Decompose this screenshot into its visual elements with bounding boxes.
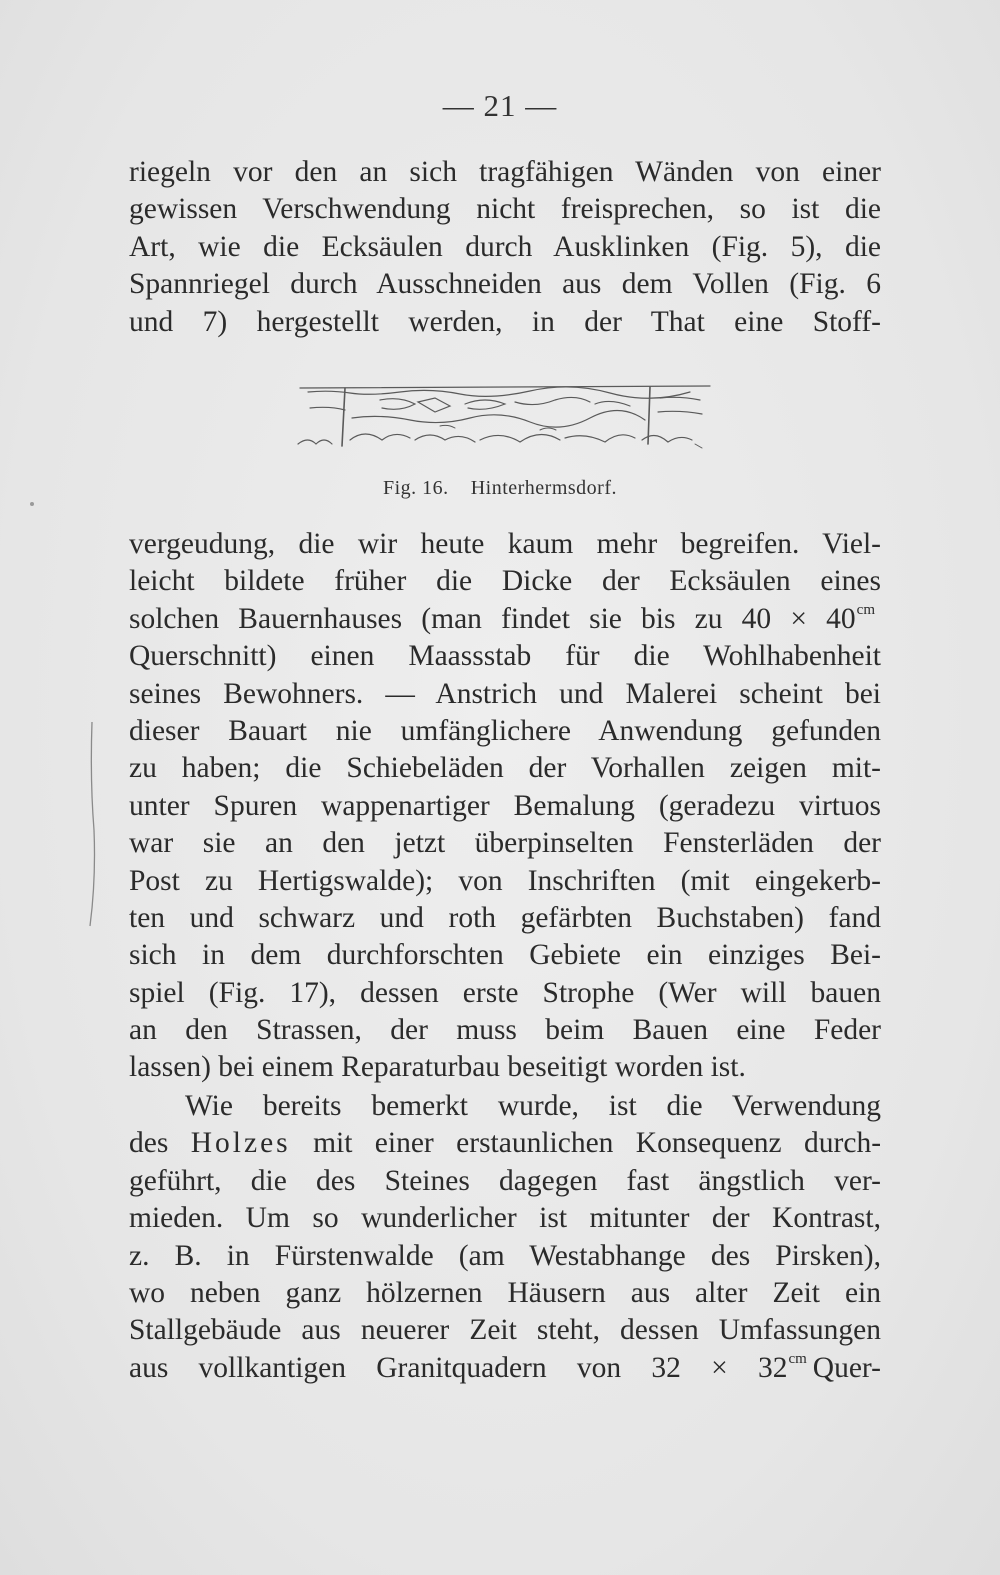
figure-place: Hinterhermsdorf.	[470, 477, 617, 499]
text-line: Stallgebäude aus neuerer Zeit steht, dessen Umfassungen	[129, 1314, 881, 1347]
paragraph-3	[129, 1088, 881, 1387]
unit-superscript: cm	[788, 1350, 807, 1367]
text-line: war sie an den jetzt überpinselten Fensterläden der	[129, 827, 881, 860]
unit-superscript: cm	[856, 601, 875, 618]
emphasized-word: Holzes	[190, 1127, 291, 1160]
text-line: dieser Bauart nie umfänglichere Anwendung gefunden	[129, 714, 881, 747]
text-line: unter Spuren wappenartiger Bemalung (geradezu virtuos	[129, 789, 881, 822]
text-line: sich in dem durchforschten Gebiete ein einziges Bei-	[129, 939, 881, 972]
text-segment: des	[129, 1127, 169, 1160]
paragraph-2	[129, 526, 881, 1087]
text-line: Querschnitt) einen Maassstab für die Wohlhabenheit	[129, 640, 881, 673]
paragraph-1	[129, 154, 881, 341]
text-line: spiel (Fig. 17), dessen erste Strophe (Wer will bauen	[129, 976, 881, 1009]
text-line: und 7) hergestellt werden, in der That eine Stoff-	[129, 305, 881, 338]
text-line: leicht bildete früher die Dicke der Ecksäulen eines	[129, 565, 881, 598]
figure-number: Fig. 16.	[383, 477, 449, 499]
text-line: seines Bewohners. — Anstrich und Malerei scheint bei	[129, 677, 881, 710]
text-line	[129, 1125, 881, 1162]
text-line: vergeudung, die wir heute kaum mehr begreifen. Viel-	[129, 528, 881, 560]
carved-beam-illustration	[290, 378, 720, 456]
text-line: ten und schwarz und roth gefärbten Buchstaben) fand	[129, 901, 881, 934]
text-line	[129, 1350, 881, 1387]
margin-pencil-mark	[84, 720, 98, 930]
text-line: an den Strassen, der muss beim Bauen eine Feder	[129, 1014, 881, 1047]
text-line: riegeln vor den an sich tragfähigen Wänden von einer	[129, 156, 881, 188]
text-line: wo neben ganz hölzernen Häusern aus alter Zeit ein	[129, 1276, 881, 1309]
text-segment: Quer-	[812, 1351, 881, 1384]
text-segment: solchen Bauernhauses (man findet sie bis zu 40 × 40	[129, 602, 856, 635]
text-line	[129, 601, 881, 638]
text-segment: mit einer erstaunlichen Konsequenz durch-	[313, 1127, 882, 1160]
text-line: Art, wie die Ecksäulen durch Ausklinken (Fig. 5), die	[129, 230, 881, 263]
text-line: Post zu Hertigswalde); von Inschriften (mit eingekerb-	[129, 864, 881, 897]
text-line: mieden. Um so wunderlicher ist mitunter der Kontrast,	[129, 1202, 881, 1235]
paper-speck	[30, 502, 34, 506]
text-line: z. B. in Fürstenwalde (am Westabhange des Pirsken),	[129, 1239, 881, 1272]
text-line: lassen) bei einem Reparaturbau beseitigt worden ist.	[129, 1051, 746, 1084]
page-number: — 21 —	[442, 88, 558, 123]
text-segment: aus vollkantigen Granitquadern von 32 × 32	[129, 1351, 788, 1384]
text-line: gewissen Verschwendung nicht freisprechen, so ist die	[129, 193, 881, 226]
text-line: Wie bereits bemerkt wurde, ist die Verwendung	[185, 1090, 881, 1122]
text-line: zu haben; die Schiebeläden der Vorhallen zeigen mit-	[129, 752, 881, 785]
text-line: geführt, die des Steines dagegen fast ängstlich ver-	[129, 1164, 881, 1197]
figure-caption	[0, 477, 1000, 500]
text-line: Spannriegel durch Ausschneiden aus dem Vollen (Fig. 6	[129, 268, 881, 301]
